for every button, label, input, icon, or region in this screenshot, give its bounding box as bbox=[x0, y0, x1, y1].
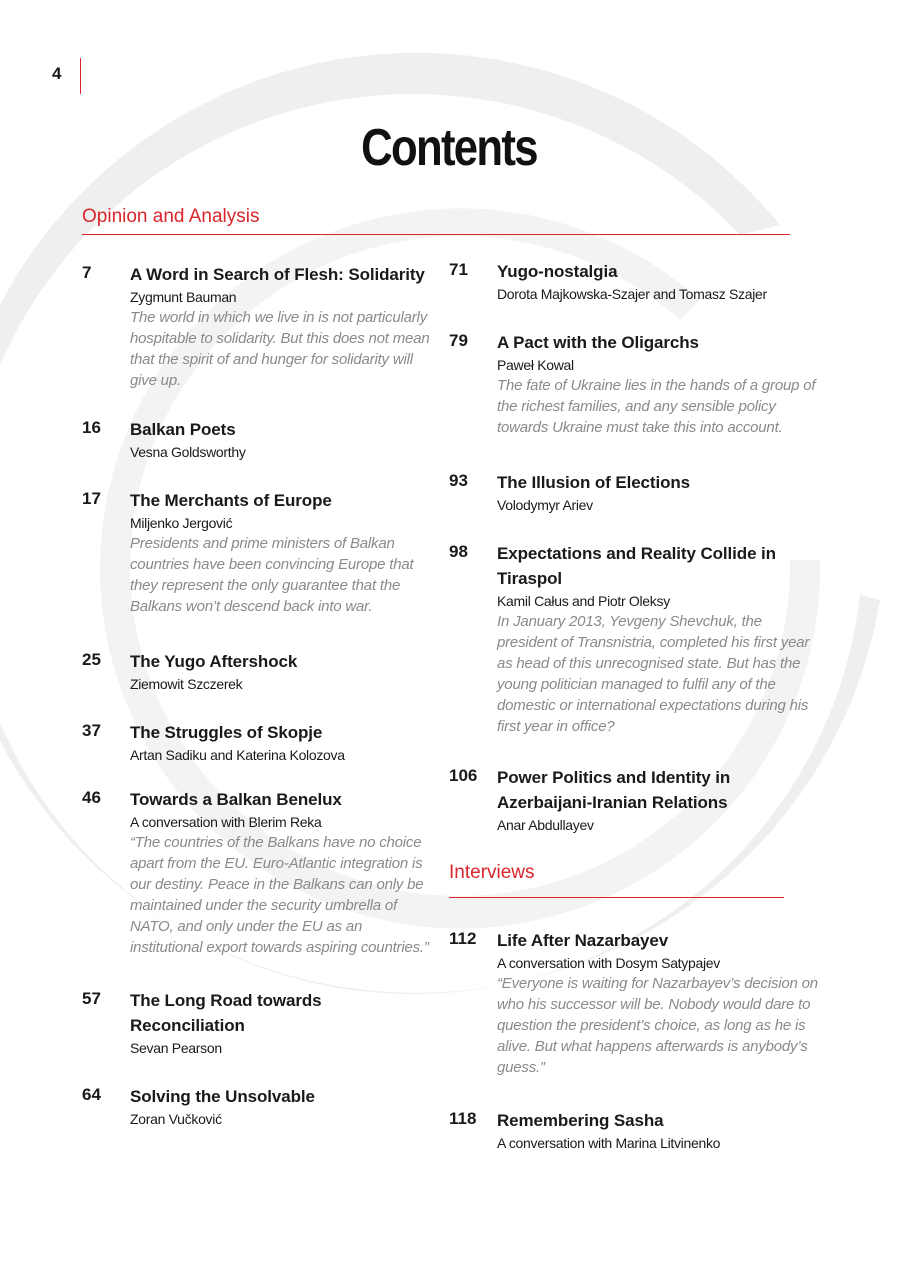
entry-title[interactable]: The Merchants of Europe bbox=[130, 491, 332, 510]
toc-entry[interactable] bbox=[82, 649, 432, 694]
entry-page: 71 bbox=[449, 260, 468, 279]
entry-page: 79 bbox=[449, 331, 468, 350]
entry-page: 112 bbox=[449, 929, 477, 948]
entry-page: 106 bbox=[449, 766, 478, 785]
entry-page: 37 bbox=[82, 721, 101, 740]
entry-page: 17 bbox=[82, 489, 101, 508]
toc-entry[interactable] bbox=[82, 988, 432, 1058]
section-interviews-heading: Interviews bbox=[449, 862, 535, 883]
entry-page: 25 bbox=[82, 650, 101, 669]
section-opinion-heading: Opinion and Analysis bbox=[82, 206, 260, 227]
entry-title[interactable]: Life After Nazarbayev bbox=[497, 931, 669, 950]
entry-title[interactable]: Yugo-nostalgia bbox=[497, 262, 618, 281]
entry-desc: “Everyone is waiting for Nazarbayev’s decision on who his successor will be. Nobody would dare to question the president’s choice, as long as he is alive. But what happens afterwards is anybody’s guess.” bbox=[497, 975, 818, 1076]
toc-entry[interactable] bbox=[82, 417, 432, 462]
toc-entry[interactable] bbox=[449, 1108, 819, 1153]
entry-page: 46 bbox=[82, 788, 101, 807]
entry-desc: In January 2013, Yevgeny Shevchuk, the president of Transnistria, completed his first year as head of this unrecognised state. But has the young politician managed to fulfil any of the domestic or international expectations during his first year in office? bbox=[497, 613, 810, 735]
page-number: 4 bbox=[52, 64, 62, 83]
toc-entry[interactable] bbox=[82, 1084, 432, 1129]
toc-entry[interactable] bbox=[82, 720, 432, 765]
toc-entry[interactable] bbox=[82, 787, 432, 958]
entry-title[interactable]: A Word in Search of Flesh: Solidarity bbox=[130, 265, 425, 284]
entry-title[interactable]: The Long Road towards Reconciliation bbox=[130, 991, 322, 1035]
entry-author: Dorota Majkowska-Szajer and Tomasz Szajer bbox=[497, 286, 767, 302]
page-number-rule bbox=[80, 58, 81, 94]
entry-title[interactable]: Solving the Unsolvable bbox=[130, 1087, 315, 1106]
toc-entry[interactable] bbox=[449, 541, 819, 737]
entry-desc: The fate of Ukraine lies in the hands of a group of the richest families, and any sensible policy towards Ukraine must take this into account. bbox=[497, 377, 816, 436]
entry-title[interactable]: Power Politics and Identity in Azerbaijani-Iranian Relations bbox=[497, 768, 731, 812]
toc-entry[interactable] bbox=[82, 262, 432, 391]
entry-desc: The world in which we live in is not particularly hospitable to solidarity. But this does not mean that the spirit of and hunger for solidarity will give up. bbox=[130, 309, 430, 389]
toc-entry[interactable] bbox=[449, 928, 819, 1078]
toc-entry[interactable] bbox=[82, 488, 432, 617]
entry-page: 57 bbox=[82, 989, 101, 1008]
page-title: Contents bbox=[361, 119, 537, 177]
entry-author: Anar Abdullayev bbox=[497, 817, 594, 833]
entry-author: A conversation with Blerim Reka bbox=[130, 814, 322, 830]
left-column bbox=[82, 262, 432, 1129]
toc-entry[interactable] bbox=[449, 330, 819, 438]
entry-author: Vesna Goldsworthy bbox=[130, 444, 246, 460]
entry-page: 64 bbox=[82, 1085, 101, 1104]
entry-author: Volodymyr Ariev bbox=[497, 497, 593, 513]
entry-title[interactable]: The Yugo Aftershock bbox=[130, 652, 298, 671]
toc-entry[interactable] bbox=[449, 470, 819, 515]
toc-entry[interactable] bbox=[449, 259, 819, 304]
interviews-column bbox=[449, 928, 819, 1153]
entry-author: Zoran Vučković bbox=[130, 1111, 222, 1127]
entry-title[interactable]: The Illusion of Elections bbox=[497, 473, 691, 492]
entry-author: Paweł Kowal bbox=[497, 357, 574, 373]
entry-title[interactable]: The Struggles of Skopje bbox=[130, 723, 323, 742]
entry-page: 98 bbox=[449, 542, 468, 561]
entry-author: Artan Sadiku and Katerina Kolozova bbox=[130, 747, 345, 763]
entry-author: Kamil Całus and Piotr Oleksy bbox=[497, 593, 670, 609]
entry-desc: Presidents and prime ministers of Balkan countries have been convincing Europe that they represent the only guarantee that the Balkans won’t descend back into war. bbox=[130, 535, 414, 615]
section-interviews-rule bbox=[449, 897, 784, 898]
entry-author: Miljenko Jergović bbox=[130, 515, 233, 531]
entry-title[interactable]: Towards a Balkan Benelux bbox=[130, 790, 342, 809]
entry-page: 16 bbox=[82, 418, 101, 437]
entry-author: A conversation with Marina Litvinenko bbox=[497, 1135, 721, 1151]
entry-desc: “The countries of the Balkans have no choice apart from the EU. Euro-Atlantic integration is our destiny. Peace in the Balkans can only be maintained under the security umbrella of NATO, and only under the EU as an institutional export towards aspiring countries.” bbox=[130, 834, 429, 956]
entry-title[interactable]: Expectations and Reality Collide in Tiraspol bbox=[497, 544, 776, 588]
entry-page: 93 bbox=[449, 471, 468, 490]
entry-title[interactable]: Remembering Sasha bbox=[497, 1111, 664, 1130]
entry-page: 7 bbox=[82, 263, 92, 282]
right-column bbox=[449, 259, 819, 835]
entry-title[interactable]: A Pact with the Oligarchs bbox=[497, 333, 699, 352]
entry-title[interactable]: Balkan Poets bbox=[130, 420, 236, 439]
entry-author: Ziemowit Szczerek bbox=[130, 676, 243, 692]
entry-author: A conversation with Dosym Satypajev bbox=[497, 955, 720, 971]
toc-entry[interactable] bbox=[449, 765, 819, 835]
entry-author: Sevan Pearson bbox=[130, 1040, 222, 1056]
entry-page: 118 bbox=[449, 1109, 477, 1128]
section-opinion-rule bbox=[82, 234, 790, 235]
entry-author: Zygmunt Bauman bbox=[130, 289, 237, 305]
